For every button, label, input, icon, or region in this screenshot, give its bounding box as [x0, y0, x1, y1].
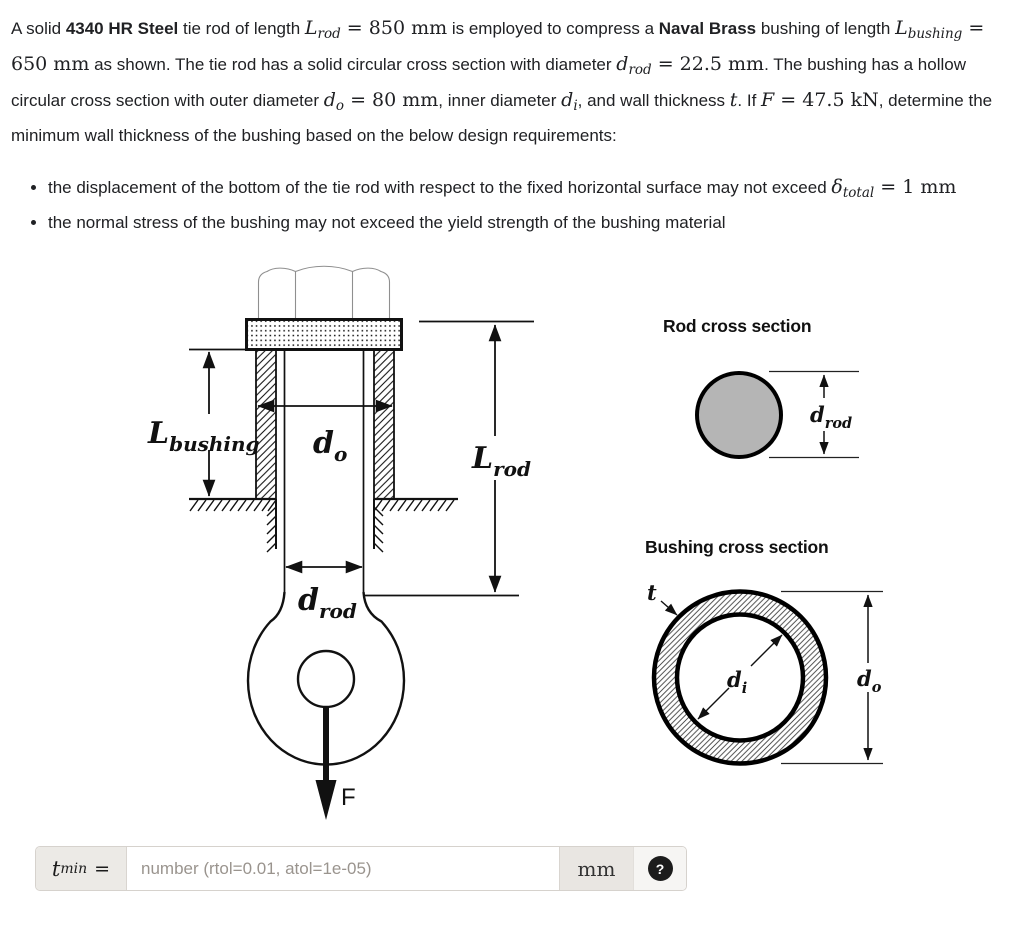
figure-svg [11, 254, 1024, 836]
rod-cross-section [663, 316, 859, 458]
svg-text:drod: $d_{rod}$ [810, 402, 853, 432]
bushing-wall-right [374, 350, 394, 500]
figure [11, 254, 1014, 836]
rod-section-title: Rod cross section [663, 316, 812, 336]
ground-surface [189, 499, 458, 552]
washer-plate [247, 320, 402, 350]
svg-text:do: $d_o$ [857, 666, 882, 696]
svg-text:Lbushing: $L_{bushing}$ [148, 416, 260, 456]
bushing-dim-t [647, 580, 677, 615]
rod-eye-hole [298, 651, 354, 707]
rod-section-circle [697, 373, 781, 457]
answer-input[interactable] [127, 847, 559, 890]
help-icon[interactable]: ? [648, 856, 673, 881]
svg-text:do: $d_o$ [313, 426, 348, 466]
answer-variable: t [51, 856, 61, 881]
bushing-cross-section [645, 537, 883, 764]
problem-statement: A solid 4340 HR Steel tie rod of length $L_{rod} = 850$ mm is employed to compress a Naval Brass bushing of length $L_{bushing} = 650$ mm as shown. The tie rod has a solid circular cross section with diameter $d_{rod} = 22.5$ mm. The bushing has a hollow circular cross section with outer diameter $d_o = 80$ mm, inner diameter $d_i$, and wall thickness t. If F = 47.5 kN, determine the minimum wall thickness of the bushing based on the below design requirements: [11, 17, 993, 145]
force-label: F [341, 784, 356, 811]
answer-input-group [35, 846, 687, 891]
svg-text:t: t [647, 580, 657, 605]
dim-d-o [258, 406, 392, 466]
requirement-item-stress: • the normal stress of the bushing may not exceed the yield strength of the bushing material [48, 208, 998, 238]
dim-L-bushing [147, 350, 260, 497]
svg-text:drod: $d_{rod}$ [298, 583, 357, 623]
answer-label: t min = [36, 847, 127, 890]
svg-text:Lrod: $L_{rod}$ [472, 441, 531, 481]
bushing-wall-left [256, 350, 276, 500]
svg-text:di: $d_i$ [727, 667, 748, 697]
requirement-item-displacement: • the displacement of the bottom of the tie rod with respect to the fixed horizontal surface may not exceed $\delta_{total} = 1$ mm [48, 172, 998, 208]
tie-rod [285, 350, 364, 593]
bushing-section-title: Bushing cross section [645, 537, 829, 557]
answer-equals: = [94, 857, 111, 880]
requirements-list [11, 172, 998, 238]
assembly-diagram [147, 266, 534, 820]
hex-nut-icon [259, 266, 390, 320]
answer-unit: mm [559, 847, 633, 890]
help-section [633, 847, 686, 890]
